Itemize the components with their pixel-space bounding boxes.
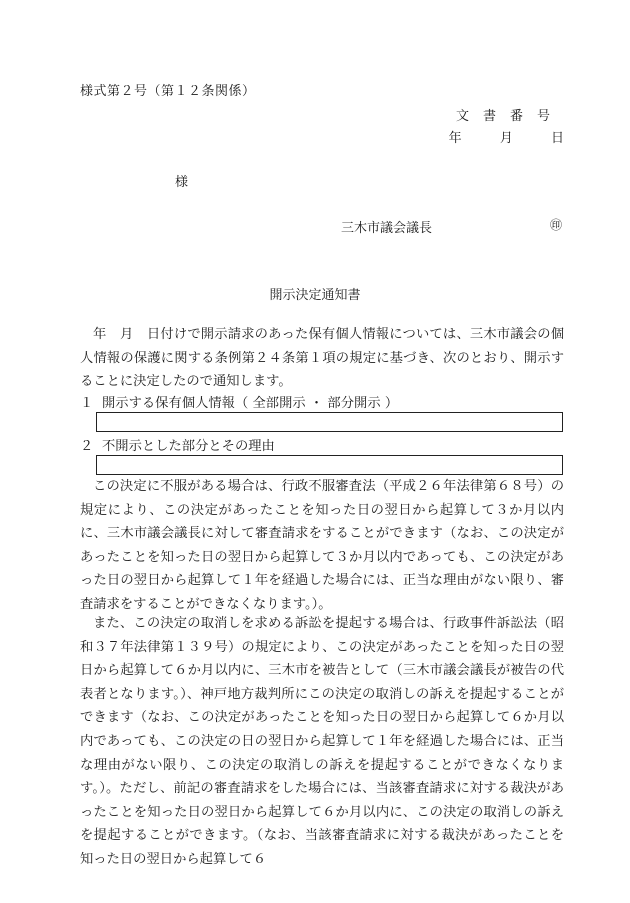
lawsuit-notice-paragraph: また、この決定の取消しを求める訴訟を提起する場合は、行政事件訴訟法（昭和３７年法律第１３９号）の規定により、この決定があったことを知った日の翌日から起算して６か月以内に、三木市を被告として（三木市議会議長が被告の代表者となります。）、神戸地方裁判所にこの決定の取消しの訴えを提起することができます（なお、この決定があったことを知った日の翌日から起算して６か月以内であっても、この決定の日の翌日から起算して１年を経過した場合には、正当な理由がない限り、この決定の取消しの訴えを提起することができなくなります。）。ただし、前記の審査請求をした場合には、当該審査請求に対する裁決があったことを知った日の翌日から起算して６か月以内に、この決定の取消しの訴えを提起することができます。（なお、当該審査請求に対する裁決があったことを知った日の翌日から起算して６ [80, 616, 564, 867]
form-label: 様式第２号（第１２条関係） [80, 84, 256, 99]
disclosed-info-field[interactable] [96, 412, 563, 432]
document-number-label: 文書番号 [455, 109, 564, 124]
date-line [415, 127, 564, 146]
addressee-honorific: 様 [175, 175, 189, 190]
item-disclosed-info [80, 392, 398, 411]
item-number: １ [80, 396, 94, 411]
item-label: 不開示とした部分とその理由 [102, 439, 275, 454]
item-number: ２ [80, 439, 94, 454]
seal-icon: ㊞ [550, 218, 563, 232]
undisclosed-reason-field[interactable] [96, 455, 563, 475]
document-title: 開示決定通知書 [269, 288, 361, 303]
date-year: 年 [448, 131, 462, 146]
item-label: 開示する保有個人情報（ 全部開示 ・ 部分開示 ） [102, 396, 399, 411]
sender-name: 三木市議会議長 [341, 221, 433, 236]
item-undisclosed-reason [80, 435, 275, 454]
appeal-notice-paragraph: この決定に不服がある場合は、行政不服審査法（平成２６年法律第６８号）の規定により、この決定があったことを知った日の翌日から起算して３か月以内に、三木市議会議長に対して審査請求をすることができます（なお、この決定があったことを知った日の翌日から起算して３か月以内であっても、この決定があった日の翌日から起算して１年を経過した場合には、正当な理由がない限り、審査請求をすることができなくなります。）。 [80, 479, 564, 612]
intro-paragraph: 年 月 日付けで開示請求のあった保有個人情報については、三木市議会の個人情報の保護に関する条例第２４条第１項の規定に基づき、次のとおり、開示することに決定したので通知します。 [80, 327, 564, 390]
date-day: 日 [550, 131, 564, 146]
date-month: 月 [499, 131, 513, 146]
